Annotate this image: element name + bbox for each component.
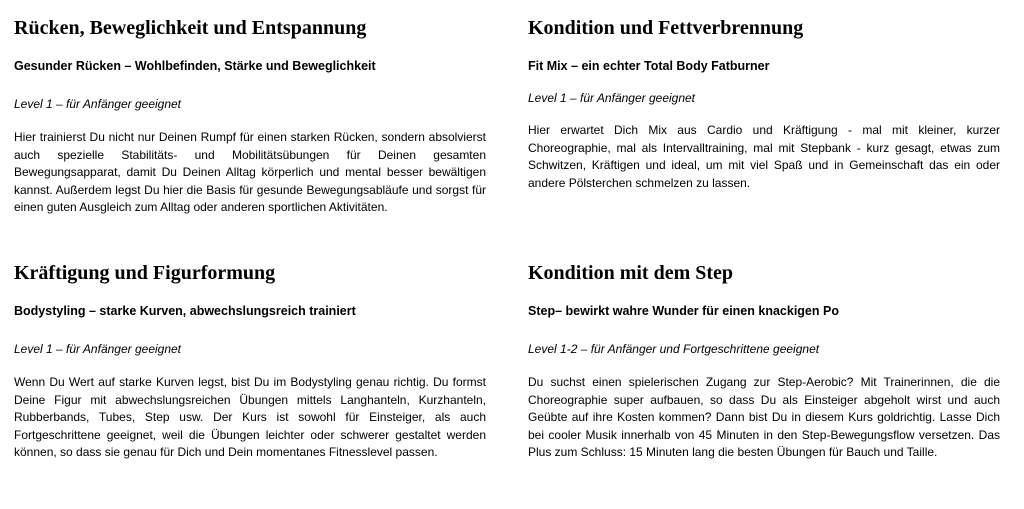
course-level: Level 1-2 – für Anfänger und Fortgeschrittene geeignet — [528, 342, 820, 356]
section-title: Rücken, Beweglichkeit und Entspannung — [14, 17, 367, 39]
section-title: Kräftigung und Figurformung — [14, 262, 276, 284]
section-kondition-step — [528, 261, 1000, 462]
course-level: Level 1 – für Anfänger geeignet — [14, 97, 182, 111]
course-subtitle: Step– bewirkt wahre Wunder für einen knackigen Po — [528, 304, 839, 318]
section-kondition-fettverbrennung — [528, 16, 1000, 192]
course-description: Hier erwartet Dich Mix aus Cardio und Kräftigung - mal mit kleiner, kurzer Choreographie, mal als Intervalltraining, mal mit Stepbank - kurz gesagt, etwas zum Schwitzen, Kräftigen und ideal, um mit viel Spaß und in Gemeinschaft das ein oder andere Pölsterchen schmelzen zu lassen. — [528, 123, 1000, 190]
course-level: Level 1 – für Anfänger geeignet — [14, 342, 182, 356]
course-subtitle: Gesunder Rücken – Wohlbefinden, Stärke und Beweglichkeit — [14, 59, 376, 73]
course-description: Wenn Du Wert auf starke Kurven legst, bist Du im Bodystyling genau richtig. Du formst Deine Figur mit abwechslungsreichen Übungen mittels Langhanteln, Kurzhanteln, Rubberbands, Tubes, Step usw. Der Kurs ist sowohl für Einsteiger, als auch Fortgeschrittene geeignet, weil die Übungen leichter oder schwerer gestaltet werden können, so dass sie genau für Dich und Dein momentanes Fitnesslevel passen. — [14, 375, 486, 459]
course-subtitle: Fit Mix – ein echter Total Body Fatburner — [528, 59, 770, 73]
section-title: Kondition mit dem Step — [528, 262, 734, 284]
section-title: Kondition und Fettverbrennung — [528, 17, 804, 39]
course-description: Hier trainierst Du nicht nur Deinen Rumpf für einen starken Rücken, sondern absolvierst auch spezielle Stabilitäts- und Mobilitätsübungen für Deinen gesamten Bewegungsapparat, damit Du Deinen Alltag körperlich und mental besser bewältigen kannst. Außerdem legst Du hier die Basis für gesunde Bewegungsabläufe und sorgst für einen guten Ausgleich zum Alltag oder anderen sportlichen Aktivitäten. — [14, 130, 486, 214]
course-level: Level 1 – für Anfänger geeignet — [528, 91, 696, 105]
course-subtitle: Bodystyling – starke Kurven, abwechslungsreich trainiert — [14, 304, 356, 318]
section-ruecken — [14, 16, 486, 217]
section-kraeftigung — [14, 261, 486, 462]
course-description: Du suchst einen spielerischen Zugang zur Step-Aerobic? Mit Trainerinnen, die die Choreographie super aufbauen, so dass Du als Einsteiger abgeholt wirst und auch Geübte auf ihre Kosten kommen? Dann bist Du in diesem Kurs goldrichtig. Lasse Dich bei cooler Musik innerhalb von 45 Minuten in den Step-Bewegungsflow versetzen. Das Plus zum Schluss: 15 Minuten lang die besten Übungen für Bauch und Taille. — [528, 375, 1000, 459]
